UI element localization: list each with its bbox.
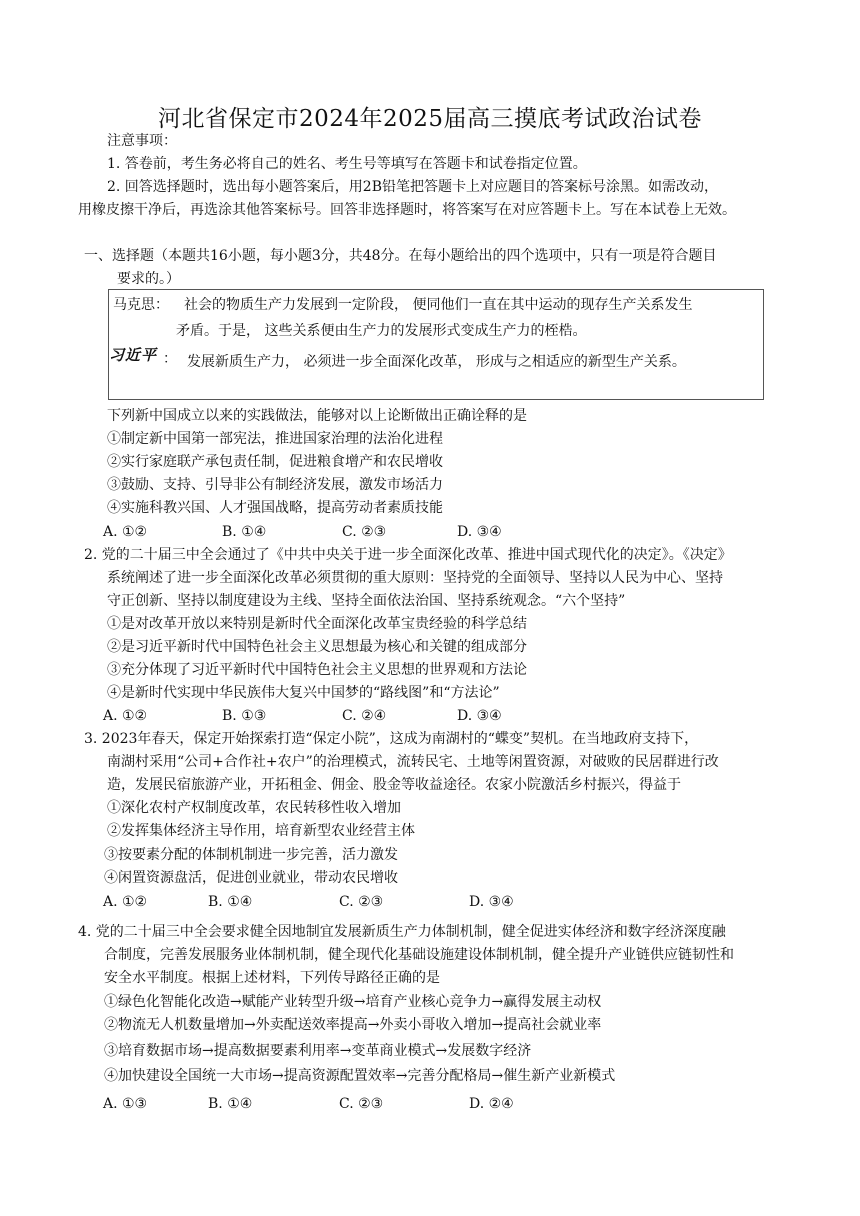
q3-statement-1: ①深化农村产权制度改革，农民转移性收入增加 xyxy=(107,800,401,816)
notice-item-2: 2. 回答选择题时，选出每小题答案后，用2B铅笔把答题卡上对应题目的答案标号涂黑。如需改动， xyxy=(107,179,719,195)
notice-heading: 注意事项： xyxy=(107,133,177,149)
q1-option-d[interactable]: D. ③④ xyxy=(457,524,502,540)
quote-speaker-marx: 马克思： xyxy=(113,297,169,313)
q3-stem-cont-2: 造，发展民宿旅游产业，开拓租金、佣金、股金等收益途径。农家小院激活乡村振兴，得益于 xyxy=(107,777,681,793)
q1-statement-4: ④实施科教兴国、人才强国战略，提高劳动者素质技能 xyxy=(107,500,443,516)
q1-statement-1: ①制定新中国第一部宪法，推进国家治理的法治化进程 xyxy=(107,431,443,447)
q2-stem: 2. 党的二十届三中全会通过了《中共中央关于进一步全面深化改革、推进中国式现代化的决定》。《决定》 xyxy=(84,547,732,563)
q3-statement-2: ②发挥集体经济主导作用，培育新型农业经营主体 xyxy=(107,823,415,839)
q4-statement-1: ①绿色化智能化改造→赋能产业转型升级→培育产业核心竞争力→赢得发展主动权 xyxy=(104,994,602,1010)
q1-stem: 下列新中国成立以来的实践做法，能够对以上论断做出正确诠释的是 xyxy=(107,408,527,424)
q4-statement-3: ③培育数据市场→提高数据要素利用率→变革商业模式→发展数字经济 xyxy=(104,1043,532,1059)
section-heading-cont: 要求的。） xyxy=(117,271,180,287)
quote-marx-text-cont: 矛盾。于是， 这些关系便由生产力的发展形式变成生产力的桎梏。 xyxy=(176,323,587,339)
q1-option-c[interactable]: C. ②③ xyxy=(342,524,387,540)
q2-statement-3: ③充分体现了习近平新时代中国特色社会主义思想的世界观和方法论 xyxy=(107,662,527,678)
quote-speaker-xi-colon: ： xyxy=(163,351,177,367)
q2-option-c[interactable]: C. ②④ xyxy=(342,708,387,724)
q4-option-b[interactable]: B. ①④ xyxy=(208,1096,253,1112)
q4-option-a[interactable]: A. ①③ xyxy=(103,1096,148,1112)
q2-option-d[interactable]: D. ③④ xyxy=(457,708,502,724)
page-title: 河北省保定市2024年2025届高三摸底考试政治试卷 xyxy=(157,106,703,132)
q4-option-d[interactable]: D. ②④ xyxy=(469,1096,514,1112)
quote-marx-text: 社会的物质生产力发展到一定阶段， 便同他们一直在其中运动的现存生产关系发生 xyxy=(184,297,693,313)
q1-statement-2: ②实行家庭联产承包责任制，促进粮食增产和农民增收 xyxy=(107,454,443,470)
q1-option-b[interactable]: B. ①④ xyxy=(222,524,267,540)
q3-option-d[interactable]: D. ③④ xyxy=(469,894,514,910)
q4-stem-cont-1: 合制度，完善发展服务业体制机制，健全现代化基础设施建设体制机制，健全提升产业链供应链韧性和 xyxy=(104,947,734,963)
q2-stem-cont-2: 守正创新、坚持以制度建设为主线、坚持全面依法治国、坚持系统观念。“六个坚持” xyxy=(107,593,626,609)
xi-signature-image: 习近平 xyxy=(109,346,158,364)
q3-statement-3: ③按要素分配的体制机制进一步完善，活力激发 xyxy=(104,847,398,863)
q2-statement-1: ①是对改革开放以来特别是新时代全面深化改革宝贵经验的科学总结 xyxy=(107,616,527,632)
q4-stem: 4. 党的二十届三中全会要求健全因地制宜发展新质生产力体制机制，健全促进实体经济和数字经济深度融 xyxy=(78,924,726,940)
q2-option-a[interactable]: A. ①② xyxy=(103,708,148,724)
q4-statement-4: ④加快建设全国统一大市场→提高资源配置效率→完善分配格局→催生新产业新模式 xyxy=(104,1068,616,1084)
q2-option-b[interactable]: B. ①③ xyxy=(222,708,267,724)
q3-option-a[interactable]: A. ①② xyxy=(103,894,148,910)
q1-statement-3: ③鼓励、支持、引导非公有制经济发展，激发市场活力 xyxy=(107,477,443,493)
q3-option-c[interactable]: C. ②③ xyxy=(339,894,384,910)
q3-statement-4: ④闲置资源盘活，促进创业就业，带动农民增收 xyxy=(104,870,398,886)
q2-statement-4: ④是新时代实现中华民族伟大复兴中国梦的“路线图”和“方法论” xyxy=(107,685,500,701)
q3-stem-cont-1: 南湖村采用“公司+合作社+农户”的治理模式，流转民宅、土地等闲置资源，对破败的民居群进行改 xyxy=(107,754,719,770)
q3-option-b[interactable]: B. ①④ xyxy=(208,894,253,910)
q3-stem: 3. 2023年春天，保定开始探索打造“保定小院”，这成为南湖村的“蝶变”契机。在当地政府支持下， xyxy=(84,731,699,747)
q4-option-c[interactable]: C. ②③ xyxy=(339,1096,384,1112)
q2-statement-2: ②是习近平新时代中国特色社会主义思想最为核心和关键的组成部分 xyxy=(107,639,527,655)
notice-item-1: 1. 答卷前，考生务必将自己的姓名、考生号等填写在答题卡和试卷指定位置。 xyxy=(107,156,587,172)
notice-item-2-cont: 用橡皮擦干净后，再选涂其他答案标号。回答非选择题时，将答案写在对应答题卡上。写在本试卷上无效。 xyxy=(78,202,736,218)
q2-stem-cont-1: 系统阐述了进一步全面深化改革必须贯彻的重大原则：坚持党的全面领导、坚持以人民为中心、坚持 xyxy=(107,570,723,586)
q4-stem-cont-2: 安全水平制度。根据上述材料，下列传导路径正确的是 xyxy=(104,970,440,986)
q1-option-a[interactable]: A. ①② xyxy=(103,524,148,540)
section-heading: 一、选择题（本题共16小题，每小题3分，共48分。在每小题给出的四个选项中，只有一项是符合题目 xyxy=(84,248,717,264)
q4-statement-2: ②物流无人机数量增加→外卖配送效率提高→外卖小哥收入增加→提高社会就业率 xyxy=(104,1017,602,1033)
quote-xi-text: 发展新质生产力， 必须进一步全面深化改革， 形成与之相适应的新型生产关系。 xyxy=(187,354,686,370)
